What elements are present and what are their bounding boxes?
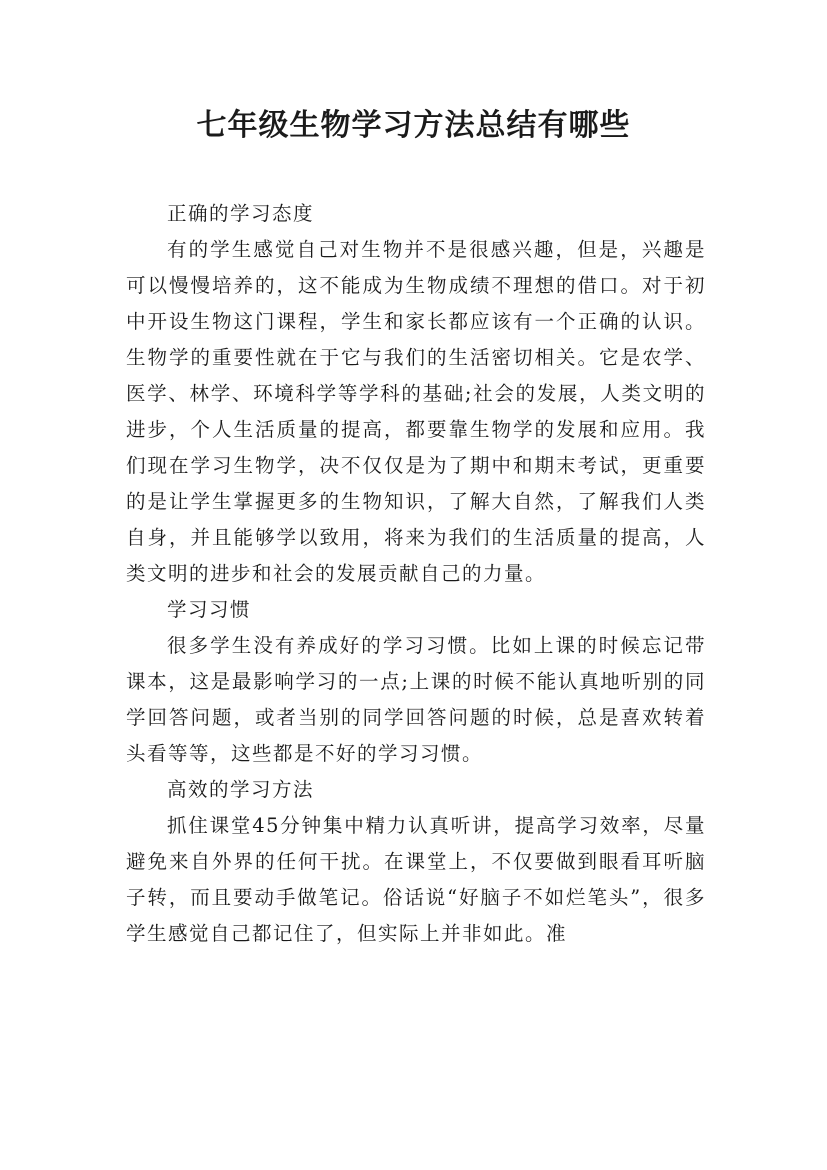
section-heading-methods: 高效的学习方法 [167, 778, 315, 801]
section-heading-attitude: 正确的学习态度 [167, 202, 315, 225]
section-paragraph-attitude: 有的学生感觉自己对生物并不是很感兴趣，但是，兴趣是可以慢慢培养的，这不能成为生物成绩不理想的借口。对于初中开设生物这门课程，学生和家长都应该有一个正确的认识。生物学的重要性就在于它与我们的生活密切相关。它是农学、医学、林学、环境科学等学科的基础;社会的发展，人类文明的进步，个人生活质量的提高，都要靠生物学的发展和应用。我们现在学习生物学，决不仅仅是为了期中和期末考试，更重要的是让学生掌握更多的生物知识，了解大自然，了解我们人类自身，并且能够学以致用，将来为我们的生活质量的提高，人类文明的进步和社会的发展贡献自己的力量。 [126, 238, 706, 585]
document-body [126, 196, 706, 952]
document-title: 七年级生物学习方法总结有哪些 [196, 108, 631, 143]
section-heading-habits: 学习习惯 [167, 598, 252, 621]
section-paragraph-methods: 抓住课堂45分钟集中精力认真听讲，提高学习效率，尽量避免来自外界的任何干扰。在课堂上，不仅要做到眼看耳听脑子转，而且要动手做笔记。俗话说“好脑子不如烂笔头”，很多学生感觉自己都记住了，但实际上并非如此。准 [126, 814, 706, 945]
section-paragraph-habits: 很多学生没有养成好的学习习惯。比如上课的时候忘记带课本，这是最影响学习的一点;上课的时候不能认真地听别的同学回答问题，或者当别的同学回答问题的时候，总是喜欢转着头看等等，这些都是不好的学习习惯。 [126, 634, 706, 765]
